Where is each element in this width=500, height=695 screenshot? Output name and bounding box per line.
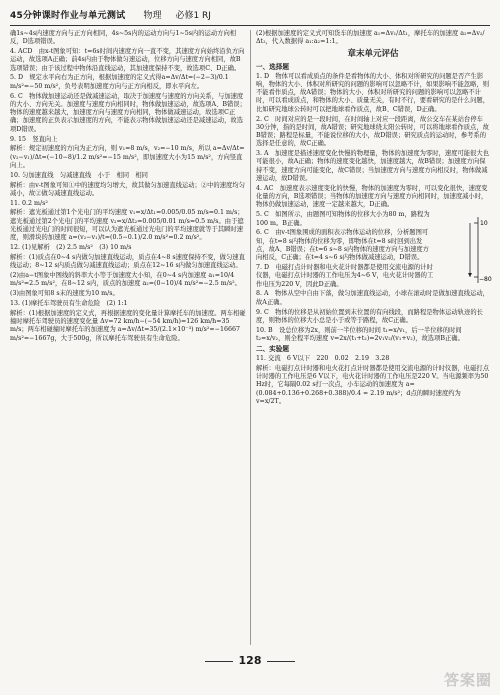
answer-item: 2. C 时间对应的是一段时间，在时间轴上对应一段距离，故公交车在某站台停车30分钟，指的是时间，故A错误；研究地球绕太阳公转时，可以将地球看作质点，故B错误；路程是标量，不能说位移的大小，故D错误；研究质点的运动时，参考系的选择是任意的，故C正确。 [256, 115, 489, 148]
answer-item: 9. 15 竖直向上 [10, 135, 58, 143]
answer-item: 10. B 设总位移为2x，则前一半位移的时间 t₁=x/v₁，后一半位移的时间 t₂=x/v₂，则全程平均速度 v=2x/(t₁+t₂)=2v₁v₂/(v₁+v₂)，故选项B正确。 [256, 326, 464, 342]
book-subject: 物理 [143, 11, 162, 22]
left-column [10, 30, 246, 645]
watermark-logo: 答案圈 [443, 671, 492, 690]
answer-item: 6. C 由v-t图象围成的面积表示物体运动的位移，分析题图可知，在t=8 s内物体的位移为零，即物体在t=8 s时回到出发点，故A、B错误；在t=6 s~8 s内物体的速度方向与加速度方向相反，C正确；在t=4 s~6 s内物体做减速运动，D错误。 [256, 229, 429, 262]
position-diagram [438, 213, 490, 285]
answer-item: 解析：(1)根据加速度的定义式，再根据速度的变化量计算摩托车的加速度。两车相碰撞时摩托车驾驶员的速度变化量 Δv=72 km/h−(−54 km/h)=126 km/h=35 m/s；两车相碰撞时摩托车的加速度为 a=Δv/Δt=35/(2.1×10⁻³) m/s²≈−16667 m/s²=−1667g，大于500g，所以摩托车驾驶员有生命危险。 [10, 309, 246, 342]
answer-item: 确1s~4s内速度方向与正方向相同，4s~5s内的运动方向与1~5s内的运动方向相反，D选项错误。 [10, 30, 237, 46]
answer-item: 9. C 物体的位移是从初始位置到末位置的有向线段，而路程是物体运动轨迹的长度，则物体的位移大小总是小于或等于路程，故C正确。 [256, 308, 483, 324]
answer-item: 7. D 电磁打点计时器和电火花计时器都是使用交流电源的计时仪器，电磁打点计时器的工作电压为4~6 V，电火花计时器的工作电压为220 V，因此D正确。 [256, 264, 434, 288]
answer-item: 8. A 物体从空中自由下落，做匀加速直线运动，小球在滚动时是做加速直线运动，故A正确。 [256, 290, 489, 306]
answer-item: 5. C 如图所示，由题图可知物体的位移大小为80 m，路程为100 m。B正确。 [256, 211, 430, 227]
label-bottom: −80 [479, 276, 492, 284]
answer-item: 解析：规定初速度的方向为正方向，则 v₁=8 m/s，v₂=−10 m/s，所以 a=Δv/Δt=(v₂−v₁)/Δt=(−10−8)/1.2 m/s²=−15 m/s²，即加速度大小为15 m/s²，方向竖直向上。 [10, 145, 245, 169]
answer-item: 3. A 加速度是描述速度变化快慢的物理量，物体的加速度为零时，速度可能很大也可能很小，故A正确；物体的速度变化越快，加速度越大，故B错误；加速度方向保持不变，速度方向可能变化，故C错误；当加速度方向与速度方向相反时，物体做减速运动，故D错误。 [256, 150, 489, 183]
answer-item: 12. (1)见解析 (2) 2.5 m/s² (3) 10 m/s [10, 244, 132, 252]
answer-item: 解析：遮光板通过第1个光电门的平均速度 v₁=x/Δt₁=0.005/0.05 m/s=0.1 m/s；遮光板通过第2个光电门的平均速度 v₂=x/Δt₂=0.005/0.01 m/s=0.5 m/s。由于遮光板通过光电门的时间很短，可以认为遮光板通过光电门的平均速度就等于其瞬时速度，则滑块的加速度 a=(v₂−v₁)/t=(0.5−0.1)/2.0 m/s²=0.2 m/s²。 [10, 209, 244, 242]
book-edition: 必修1 RJ [175, 11, 211, 22]
answer-item: 10. 匀加速直线 匀减速直线 小于 相同 相同 [10, 171, 148, 179]
answer-item: 1. D 物体可以看成质点的条件是看物体的大小、体积对所研究的问题是否产生影响，物体的大小、体积对所研究的问题的影响可以忽略不计，如果影响不能忽略，则不能看作质点，故A错误；物体的大小、体积对所研究的问题的影响可以忽略不计时，可以看成质点，和物体的大小、质量无关，有时不行，要看研究的是什么问题，比如研究地球公转时可以把地球看作质点，故B、C错误，D正确。 [256, 72, 489, 113]
answer-item: (2)由a−t图象中图线的斜率大小等于加速度大小知，在0~4 s内加速度 a₁=10/4 m/s²=2.5 m/s²，在8~12 s内，质点的加速度 a₂=(0−10)/4 m/s²=−2.5 m/s²。 [10, 272, 241, 288]
page-header [10, 8, 490, 26]
answer-item: 11. 0.2 m/s² [10, 199, 48, 207]
answer-item: 13. (1)摩托车驾驶员有生命危险 (2) 1:1 [10, 299, 128, 307]
answer-item: 解析：(1)质点在0~4 s内做匀加速直线运动，质点在4~8 s速度保持不变，做匀速直线运动；8~12 s内质点做匀减速直线运动；质点在12~16 s内做匀加速直线运动。 [10, 253, 245, 270]
part-heading: 一、选择题 [256, 62, 289, 71]
section-title: 章末单元评估 [347, 48, 399, 59]
book-title: 45分钟课时作业与单元测试 [10, 11, 126, 22]
page-number: 128 [0, 654, 500, 669]
label-top: 10 [480, 220, 488, 228]
answer-item: 解析：电磁打点计时器和电火花打点计时器都是使用交流电源的计时仪器，电磁打点计时器的工作电压是6 V以下，电火花计时器的工作电压是220 V。当电源频率为50 Hz时，它每隔0.02 s打一次点，小车运动的加速度为 a=(0.084+0.136+0.268+0.388)/0.4 ≈ 2.19 m/s²；d点的瞬时速度约为 v=x/2T。 [256, 364, 489, 405]
arrow-head [468, 273, 472, 277]
answer-item: 4. AC 加速度表示速度变化的快慢，物体的加速度为零时，可以变化很快，速度变化量的方向，B选项错误；当物体的加速度方向与速度方向相同时，加速度减小时，物体仍做加速运动，速度一定越来越大，D正确。 [256, 184, 488, 209]
part-heading: 二、实验题 [256, 345, 289, 354]
column-divider [250, 30, 251, 645]
answer-item: 5. D 规定水平向右为正方向，根据加速度的定义式得a=Δv/Δt=(−2−3)/0.1 m/s²=−50 m/s²，负号表明加速度方向与正方向相反，即水平向左。 [10, 74, 229, 90]
answer-item: 4. ACD 由x-t图象可知：t=6s时间内速度方向一直不变，其速度方向始终沿负方向运动，故选项A正确；前4s内由于物体做匀速运动，位移方向与速度方向相同，故B选项错误；由于该过程中物体沿直线运动，其加速度保持不变，故选项C、D正确。 [10, 48, 245, 72]
right-column [256, 30, 490, 645]
answer-item: (3)由图象可知8 s末的速度为10 m/s。 [10, 290, 119, 298]
answer-item: 解析：由v-t图象可知①中的速度均匀增大，故其做匀加速直线运动；②中的速度均匀减小，故②做匀减速直线运动。 [10, 181, 245, 197]
answer-item: 11. 交流 6 V以下 220 0.02 2.19 3.28 [256, 354, 390, 362]
answer-item: 6. C 物体做加速运动还是做减速运动，取决于加速度与速度的方向关系，与加速度的大小、方向无关。加速度与速度方向相同时，物体做加速运动，故选项A、B错误；物体的速度越来越大，加速度方向与速度方向相同，物体做减速运动，故选项C正确；加速度的正负表示加速度的方向，不能表示物体做加速运动还是减速运动，故选项D错误。 [10, 92, 246, 133]
answer-item: (2)根据加速度的定义式可知货车的加速度 a₁=Δv₁/Δt₁，摩托车的加速度 a₂=Δv₂/Δt₂，代入数据得 a₁:a₂=1:1。 [256, 30, 485, 46]
